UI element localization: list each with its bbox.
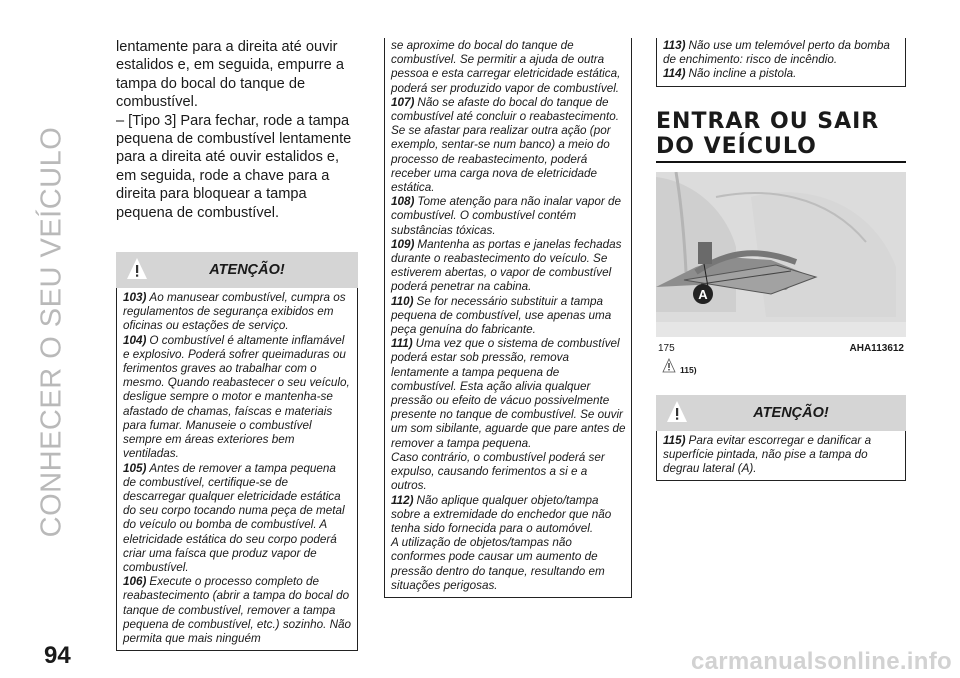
title-rule [656,161,906,163]
warning-item: 106) Execute o processo completo de reabastecimento (abrir a tampa do bocal do tanque de combustível, remover a tampa pequena de combustível, etc.) sozinho. Não permita que mais ninguém [123,575,352,645]
warning-icon [126,257,148,281]
warning-header [116,252,358,288]
side-section-title: CONHECER O SEU VEÍCULO [35,126,68,538]
warning-continuation-box [656,38,906,87]
warning-item: 108) Tome atenção para não inalar vapor de combustível. O combustível contém substâncias tóxicas. [391,195,621,237]
warning-item: 103) Ao manusear combustível, cumpra os regulamentos de segurança exibidos em oficinas ou estações de serviço. [123,291,346,333]
warning-continuation-box [384,38,632,598]
figure-code: AHA113612 [849,342,904,354]
warning-item: Caso contrário, o combustível poderá ser expulso, causando ferimentos a si e a outros. [391,450,605,493]
warning-body [656,431,906,482]
figure-caption [656,343,906,354]
warning-reference-label: 115) [680,364,697,375]
warning-item: 107) Não se afaste do bocal do tanque de combustível até concluir o reabastecimento. Se se afastar para realizar outra ação (por exemplo, sentar-se num banco) a meio do processo de reabastecimento, poderá receber uma carga nova de eletricidade estática. [391,95,620,195]
column-3 [656,38,906,481]
page-number: 94 [44,642,71,669]
warning-item: 114) Não incline a pistola. [663,67,797,81]
warning-item: 113) Não use um telemóvel perto da bomba de enchimento: risco de incêndio. [663,39,890,67]
figure-marker-label: A [698,286,708,302]
column-2 [384,38,632,598]
figure-side-step [656,172,906,337]
warning-reference [656,356,906,375]
warning-item: 110) Se for necessário substituir a tampa pequena de combustível, use apenas uma peça genuína do fabricante. [391,294,612,337]
warning-title: ATENÇÃO! [209,262,285,279]
warning-body [116,288,358,651]
body-paragraph: – [Tipo 3] Para fechar, rode a tampa pequena de combustível lentamente para a direita até ouvir estalidos e, em seguida, rode a chave para a direita para bloquear a tampa pequena de combustível. [116,112,352,221]
section-title: ENTRAR OU SAIR DO VEÍCULO [656,108,880,159]
body-paragraph: lentamente para a direita até ouvir estalidos e, em seguida, empurre a tampa do bocal do tanque de combustível. [116,39,344,111]
warning-icon [662,358,676,373]
warning-item: 109) Mantenha as portas e janelas fechadas durante o reabastecimento do veículo. Se estiverem abertas, o vapor de combustível poderá penetrar na cabina. [391,237,622,294]
warning-item: A utilização de objetos/tampas não conformes pode causar um aumento de pressão dentro do tanque, resultando em situações perigosas. [391,536,605,592]
warning-item: 111) Uma vez que o sistema de combustível poderá estar sob pressão, remova lentamente a tampa pequena de combustível. Esta ação alivia qualquer pressão ou efeito de vácuo possivelmente presente no tanque de combustível. Se ouvir um som sibilante, aguarde que pare antes de remover a tampa pequena. [391,337,626,450]
warning-item: 112) Não aplique qualquer objeto/tampa sobre a extremidade do enchedor que não tenha sido fornecida para o automóvel. [391,493,612,535]
figure-number: 175 [658,342,675,354]
warning-header [656,395,906,431]
warning-item: 115) Para evitar escorregar e danificar a superfície pintada, não pise a tampa do degrau lateral (A). [663,433,872,476]
side-step-illustration [656,172,906,337]
warning-item: 105) Antes de remover a tampa pequena de combustível, certifique-se de descarregar qualquer eletricidade estática do seu corpo tocando numa peça de metal do veículo ou bomba de combustível. A eletricidade estática do seu corpo poderá criar uma faísca que produz vapor de combustível. [123,461,345,574]
column-1 [116,38,358,651]
warning-item: se aproxime do bocal do tanque de combustível. Se permitir a ajuda de outra pessoa e esta carregar eletricidade estática, poderá ser produzido vapor de combustível. [391,39,621,95]
warning-icon [666,400,688,424]
warning-item: 104) O combustível é altamente inflamável e explosivo. Poderá sofrer queimaduras ou ferimentos graves ao trabalhar com o mesmo. Quando reabastecer o seu veículo, desligue sempre o motor e mantenha-se afastado de chamas, faíscas e materiais para fumar. Manuseie o combustível sempre em áreas exteriores bem ventiladas. [123,333,350,461]
watermark: carmanualsonline.info [690,648,952,675]
warning-title: ATENÇÃO! [753,404,829,421]
